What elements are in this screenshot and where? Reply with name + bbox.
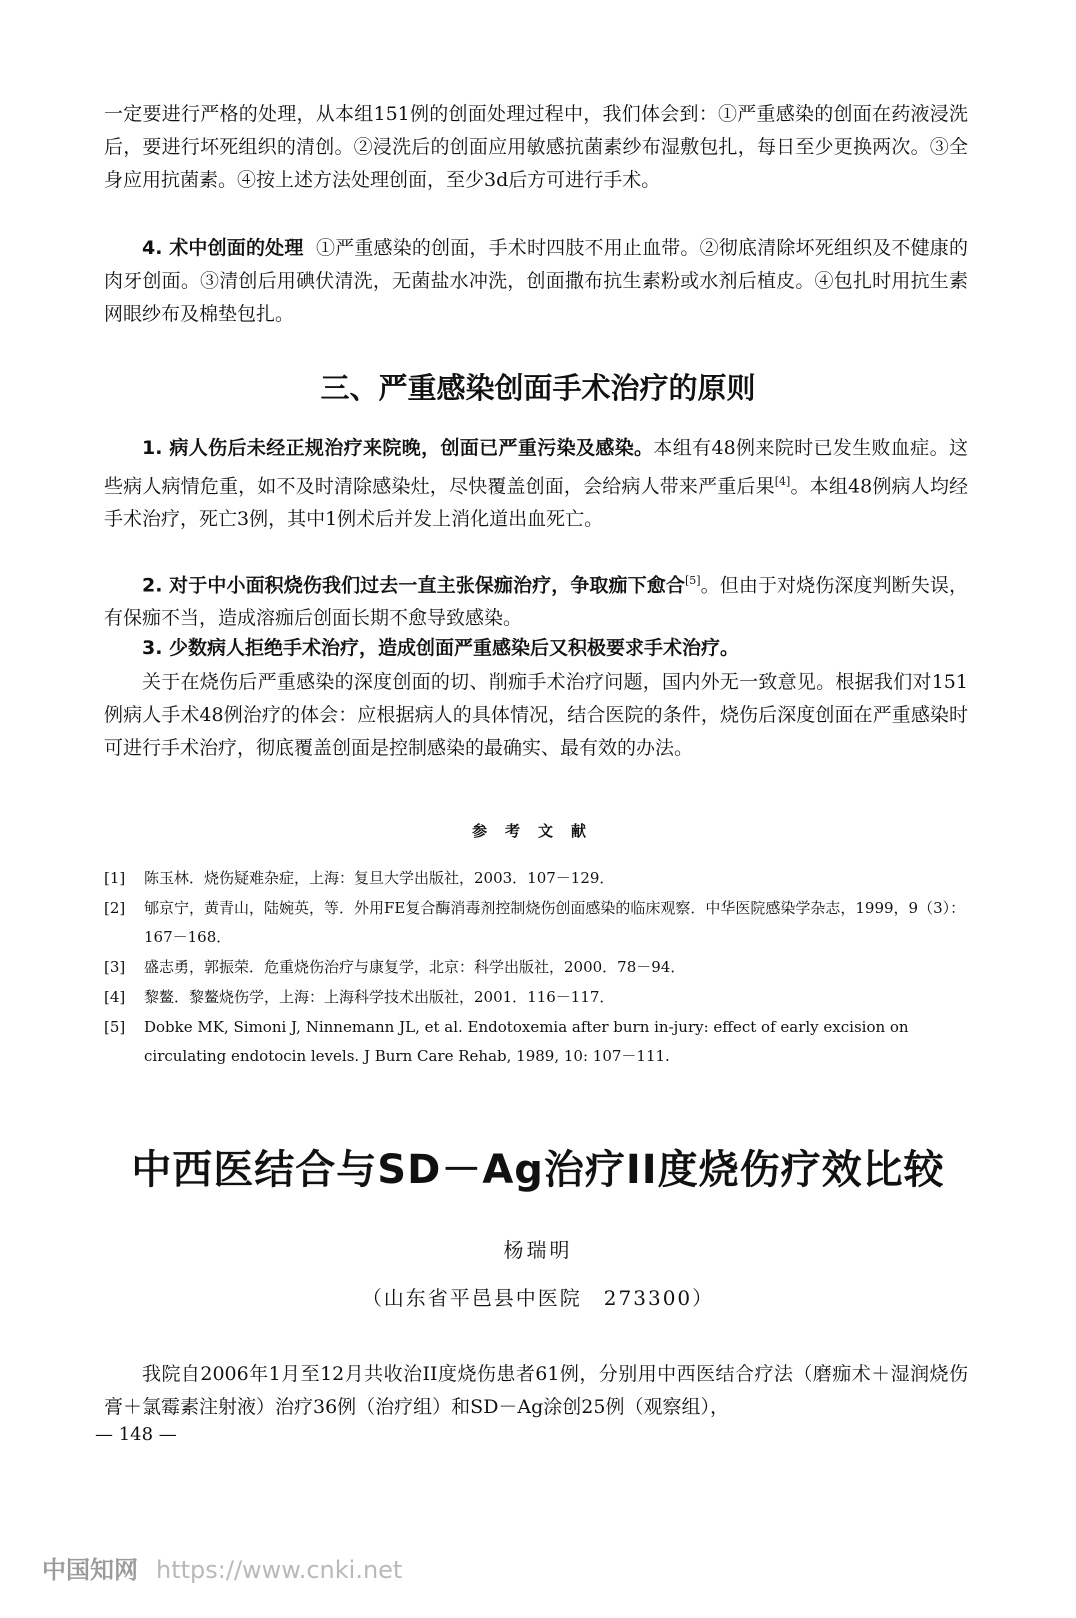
principle-1-text: 本组有48例来院时已发生败血症。这些病人病情危重，如不及时清除感染灶，尽快覆盖创面，会给病人带来严重后果 [104,437,968,498]
page-number: — 148 — [95,1424,177,1445]
reference-text: 郇京宁，黄青山，陆婉英，等．外用FE复合酶消毒剂控制烧伤创面感染的临床观察．中华医院感染学杂志，1999，9（3）：167－168． [144,899,966,946]
section-3-title: 三、严重感染创面手术治疗的原则 [320,371,756,405]
item-4-text: ①严重感染的创面，手术时四肢不用止血带。②彻底清除坏死组织及不健康的肉牙创面。③清创后用碘伏清洗，无菌盐水冲洗，创面撒布抗生素粉或水剂后植皮。④包扎时用抗生素网眼纱布及棉垫包扎。 [104,237,968,325]
reference-item [104,953,968,982]
reference-text: 陈玉林．烧伤疑难杂症，上海：复旦大学出版社，2003．107－129． [144,869,615,887]
reference-number: [5] [104,1018,126,1036]
author-affiliation: （山东省平邑县中医院 273300） [361,1286,715,1310]
principle-3-heading: 3. 少数病人拒绝手术治疗，造成创面严重感染后又积极要求手术治疗。 [142,637,740,659]
principle-1-tail: 。本组48例病人均经手术治疗，死亡3例，其中1例术后并发上消化道出血死亡。 [104,475,968,531]
reference-number: [4] [104,988,126,1006]
references-heading: 参考文献 [471,822,604,840]
article-title: 中西医结合与SD－Ag治疗II度烧伤疗效比较 [131,1147,945,1193]
cnki-url-link[interactable]: https://www.cnki.net [156,1556,403,1584]
reference-number: [2] [104,899,126,917]
citation-5: [5] [684,574,701,587]
cnki-logo-text: 中国知网 [42,1556,138,1584]
continued-paragraph: 一定要进行严格的处理，从本组151例的创面处理过程中，我们体会到：①严重感染的创面在药液浸洗后，要进行坏死组织的清创。②浸洗后的创面应用敏感抗菌素纱布湿敷包扎，每日至少更换两次。③全身应用抗菌素。④按上述方法处理创面，至少3d后方可进行手术。 [104,103,968,191]
item-4-paragraph [104,232,968,331]
citation-4: [4] [774,475,791,488]
reference-text: Dobke MK, Simoni J, Ninnemann JL, et al. Endotoxemia after burn in-jury: effect of early excision on circulating endotocin levels. J Burn Care Rehab, 1989, 10: 107－111. [144,1018,909,1065]
item-4-heading: 4. 术中创面的处理 [142,237,304,259]
reference-number: [1] [104,869,126,887]
principle-2-heading: 2. 对于中小面积烧伤我们过去一直主张保痂治疗，争取痂下愈合 [142,574,685,597]
principle-2-text: 。但由于对烧伤深度判断失误，有保痂不当，造成溶痂后创面长期不愈导致感染。 [104,574,968,630]
intro-paragraph: 我院自2006年1月至12月共收治II度烧伤患者61例，分别用中西医结合疗法（磨痂术＋湿润烧伤膏＋氯霉素注射液）治疗36例（治疗组）和SD－Ag涂创25例（观察组）， [104,1363,968,1418]
conclusion-paragraph: 关于在烧伤后严重感染的深度创面的切、削痂手术治疗问题，国内外无一致意见。根据我们对151例病人手术48例治疗的体会：应根据病人的具体情况，结合医院的条件，烧伤后深度创面在严重感染时可进行手术治疗，彻底覆盖创面是控制感染的最确实、最有效的办法。 [104,671,968,759]
principle-1-heading: 1. 病人伤后未经正规治疗来院晚，创面已严重污染及感染。 [142,437,654,459]
reference-item [104,1013,968,1071]
author-name: 杨瑞明 [503,1238,573,1262]
references-list [104,864,968,1072]
reference-number: [3] [104,958,126,976]
cnki-watermark[interactable] [42,1550,402,1585]
reference-item [104,864,968,893]
principle-1-paragraph [104,432,968,536]
principle-3-paragraph [104,632,968,665]
reference-item [104,894,968,952]
reference-item [104,983,968,1012]
reference-text: 盛志勇，郭振荣．危重烧伤治疗与康复学，北京：科学出版社，2000．78－94． [144,958,686,976]
principle-2-paragraph [104,564,968,635]
reference-text: 黎鳌．黎鳌烧伤学，上海：上海科学技术出版社，2001．116－117． [144,988,615,1006]
